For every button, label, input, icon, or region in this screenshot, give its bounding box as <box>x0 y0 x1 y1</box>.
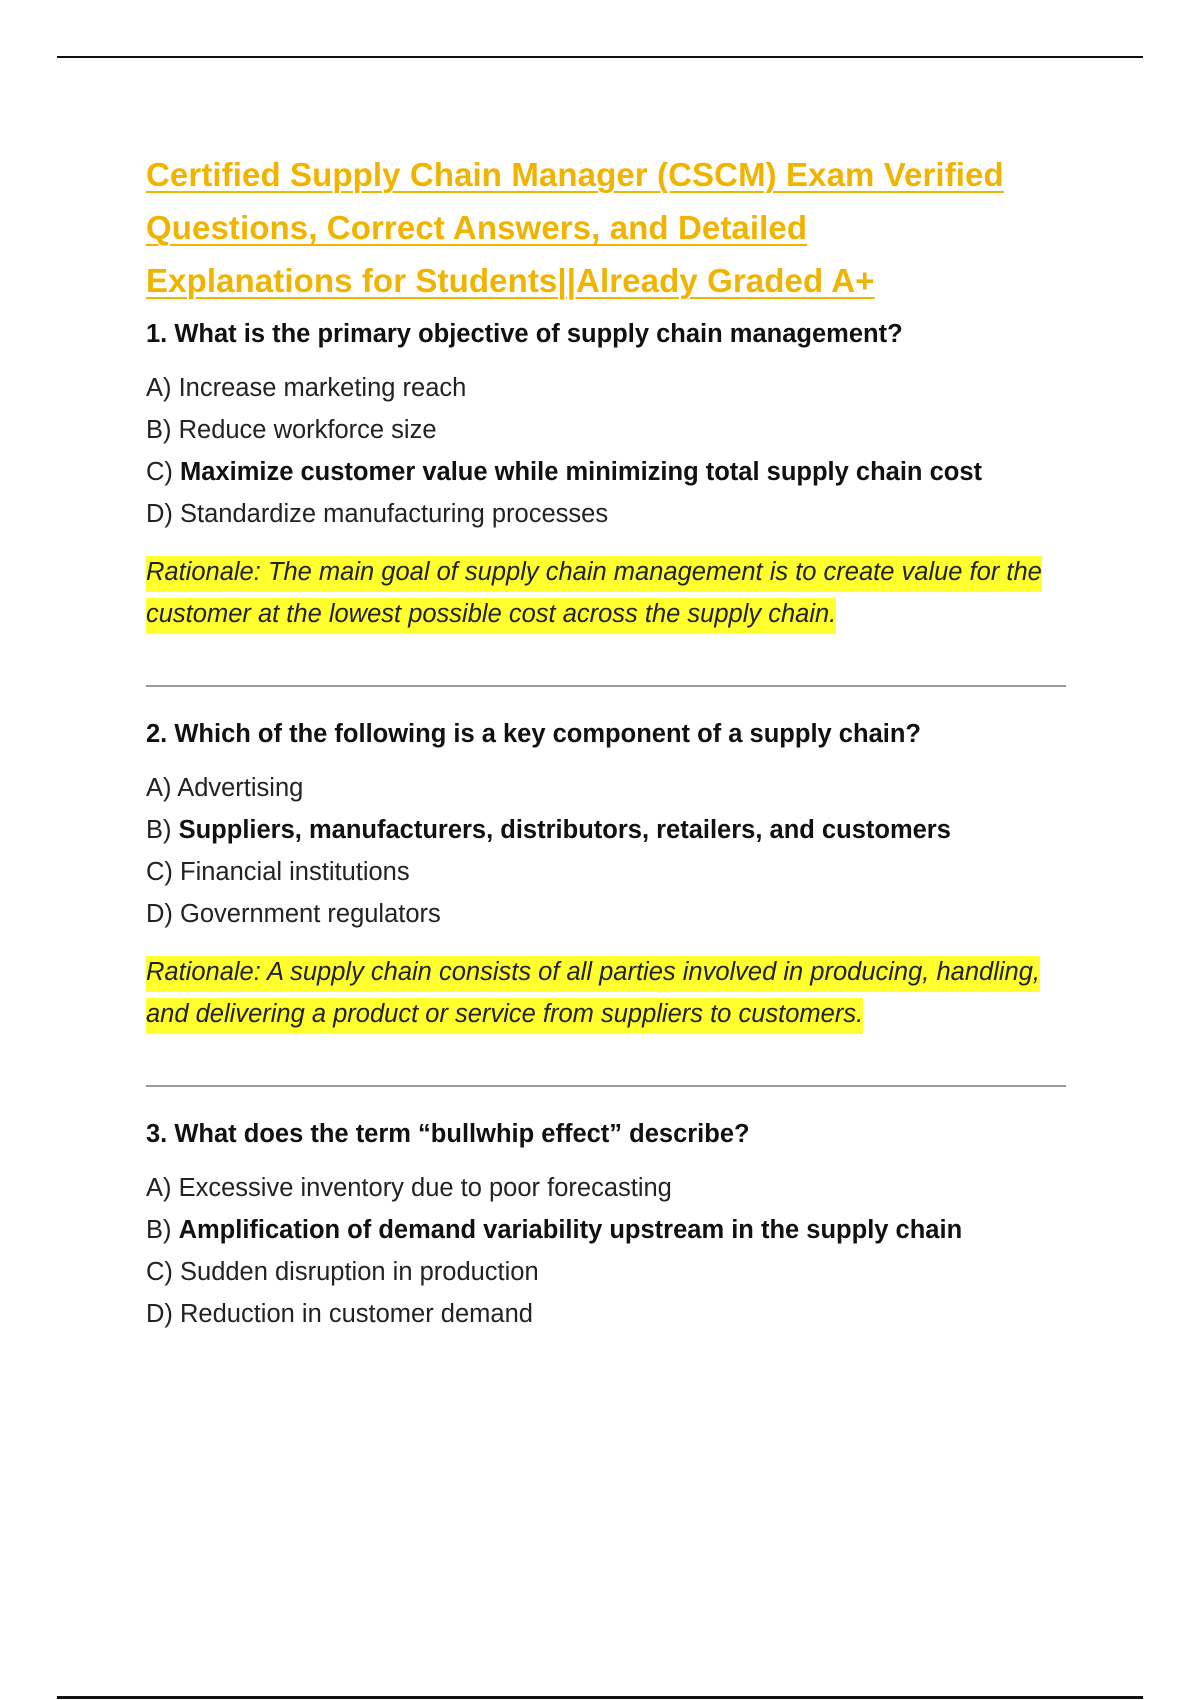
question-3 <box>146 1117 1066 1335</box>
option-a <box>146 367 1066 409</box>
question-text: 1. What is the primary objective of supply chain management? <box>146 320 903 348</box>
option-d <box>146 893 1066 935</box>
option-text: Standardize manufacturing processes <box>180 500 609 528</box>
option-text: Advertising <box>177 774 304 802</box>
option-prefix: B) <box>146 1216 179 1244</box>
title-line: Explanations for Students||Already Graded A+ <box>146 262 875 299</box>
option-text: Excessive inventory due to poor forecasting <box>178 1174 672 1202</box>
option-prefix: C) <box>146 458 180 486</box>
correct-answer-text: Amplification of demand variability upstream in the supply chain <box>178 1216 963 1244</box>
answer-options <box>146 367 1066 535</box>
option-text: Reduction in customer demand <box>180 1300 533 1328</box>
option-a <box>146 1167 1066 1209</box>
rationale-highlight: Rationale: The main goal of supply chain management is to create value for the customer at the lowest possible cost across the supply chain. <box>146 556 1042 634</box>
question-text: 2. Which of the following is a key component of a supply chain? <box>146 720 921 748</box>
correct-answer-text: Suppliers, manufacturers, distributors, retailers, and customers <box>178 816 951 844</box>
document-title <box>146 148 1066 307</box>
option-prefix: D) <box>146 900 180 928</box>
option-b-correct <box>146 809 1066 851</box>
rationale <box>146 951 1066 1035</box>
question-divider <box>146 1085 1066 1087</box>
option-b <box>146 409 1066 451</box>
answer-options <box>146 1167 1066 1335</box>
option-prefix: B) <box>146 816 179 844</box>
question-1 <box>146 317 1066 635</box>
rationale-highlight: Rationale: A supply chain consists of all parties involved in producing, handling, and delivering a product or service from suppliers to customers. <box>146 956 1040 1034</box>
question-text: 3. What does the term “bullwhip effect” describe? <box>146 1120 750 1148</box>
option-a <box>146 767 1066 809</box>
option-text: Financial institutions <box>180 858 410 886</box>
option-text: Reduce workforce size <box>178 416 437 444</box>
title-line: Certified Supply Chain Manager (CSCM) Exam Verified <box>146 156 1004 193</box>
option-text: Increase marketing reach <box>178 374 467 402</box>
option-c <box>146 1251 1066 1293</box>
option-prefix: A) <box>146 774 178 802</box>
option-b-correct <box>146 1209 1066 1251</box>
option-prefix: A) <box>146 1174 179 1202</box>
option-prefix: C) <box>146 1258 180 1286</box>
title-line: Questions, Correct Answers, and Detailed <box>146 209 808 246</box>
option-d <box>146 1293 1066 1335</box>
option-c-correct <box>146 451 1066 493</box>
option-text: Government regulators <box>180 900 441 928</box>
option-prefix: D) <box>146 500 180 528</box>
page-top-rule <box>57 56 1143 58</box>
option-prefix: A) <box>146 374 179 402</box>
question-2 <box>146 717 1066 1035</box>
question-divider <box>146 685 1066 687</box>
page-bottom-rule <box>57 1696 1143 1699</box>
option-d <box>146 493 1066 535</box>
correct-answer-text: Maximize customer value while minimizing total supply chain cost <box>180 458 983 486</box>
option-c <box>146 851 1066 893</box>
option-prefix: B) <box>146 416 179 444</box>
rationale <box>146 551 1066 635</box>
document-body <box>146 148 1066 1335</box>
option-text: Sudden disruption in production <box>180 1258 539 1286</box>
option-prefix: D) <box>146 1300 180 1328</box>
answer-options <box>146 767 1066 935</box>
option-prefix: C) <box>146 858 180 886</box>
